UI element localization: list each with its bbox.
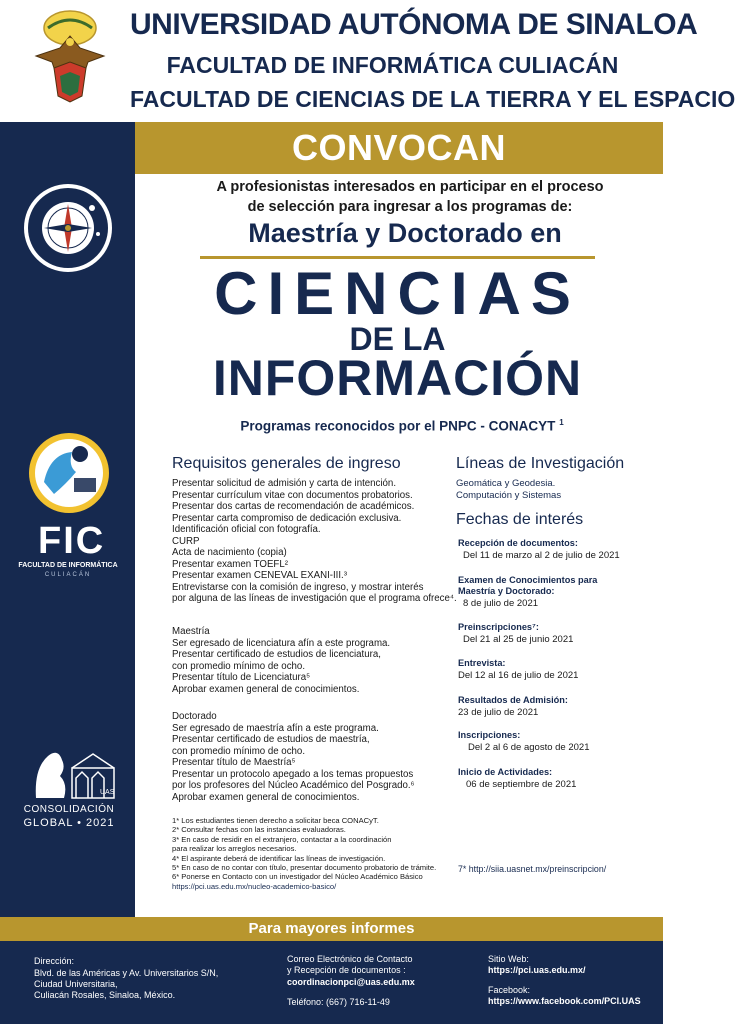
list-item: Ser egresado de licenciatura afín a este programa.: [172, 637, 391, 649]
date-label-preinscripciones: Preinscripciones⁷:: [458, 622, 539, 632]
footnote: 5* En caso de no contar con título, presentar documento probatorio de trámite.: [172, 863, 437, 873]
uas-mini-text: UAS: [100, 789, 115, 796]
list-item: Presentar certificado de estudios de licenciatura,: [172, 649, 381, 660]
date-value-inicio: 06 de septiembre de 2021: [466, 779, 577, 790]
footnote: 4* El aspirante deberá de identificar las líneas de investigación.: [172, 853, 386, 863]
telefono: Teléfono: (667) 716-11-49: [287, 997, 390, 1007]
ciencias-title: CIENCIAS: [214, 260, 581, 327]
list-item: Presentar examen CENEVAL EXANI-III.³: [172, 570, 347, 581]
date-value-resultados: 23 de julio de 2021: [458, 707, 539, 718]
list-item: Doctorado: [172, 711, 217, 722]
list-item: Presentar examen TOEFL²: [172, 558, 288, 570]
sitio-link[interactable]: https://pci.uas.edu.mx/: [488, 965, 586, 975]
list-item: Geomática y Geodesia.: [456, 478, 556, 489]
mas-informes-heading: Para mayores informes: [248, 920, 415, 937]
list-item: Presentar certificado de estudios de maestría,: [172, 734, 370, 745]
program-line: Maestría y Doctorado en: [248, 218, 562, 248]
direccion-label: Dirección:: [34, 956, 75, 966]
date-label-resultados: Resultados de Admisión:: [458, 695, 568, 705]
university-name: UNIVERSIDAD AUTÓNOMA DE SINALOA: [130, 8, 698, 41]
gold-divider: [200, 256, 595, 259]
fechas-title: Fechas de interés: [456, 511, 584, 528]
date-value-inscripciones: Del 2 al 6 de agosto de 2021: [468, 742, 590, 753]
intro-line-2: de selección para ingresar a los programas de:: [247, 199, 573, 215]
consolidacion-global-logo: [28, 738, 118, 800]
convocan-heading: CONVOCAN: [291, 127, 506, 168]
facebook-link[interactable]: https://www.facebook.com/PCI.UAS: [488, 996, 641, 1006]
footnote: 6* Ponerse en Contacto con un investigador del Núcleo Académico Básico: [172, 872, 423, 882]
requisitos-list: [172, 478, 457, 605]
date-label-inicio: Inicio de Actividades:: [458, 767, 553, 777]
list-item: Presentar currículum vitae con documentos probatorios.: [172, 489, 413, 501]
uas-eagle-logo: [30, 6, 110, 116]
correo-label: Correo Electrónico de Contacto: [287, 954, 413, 964]
list-item: Aprobar examen general de conocimientos.: [172, 791, 360, 803]
footnotes: [172, 816, 436, 891]
facultad-seal-logo: [22, 182, 114, 274]
list-item: Aprobar examen general de conocimientos.: [172, 683, 360, 695]
footnote: para realizar los arreglos necesarios.: [172, 844, 297, 854]
pnpc-note: [212, 418, 592, 434]
list-item: Presentar un protocolo apegado a los temas propuestos: [172, 768, 414, 780]
date-value-entrevista: Del 12 al 16 de julio de 2021: [458, 670, 579, 681]
consolidacion-text: CONSOLIDACIÓN: [23, 804, 115, 815]
fic-circle-logo: [28, 432, 110, 514]
list-item: Presentar título de Licenciatura⁵: [172, 672, 311, 683]
list-item: con promedio mínimo de ocho.: [172, 660, 306, 672]
facebook-label: Facebook:: [488, 985, 531, 995]
maestria-list: [172, 626, 390, 695]
requisitos-title: Requisitos generales de ingreso: [172, 455, 401, 472]
date-label-recepcion: Recepción de documentos:: [458, 538, 578, 548]
list-item: Presentar solicitud de admisión y carta de intención.: [172, 478, 397, 489]
list-item: Entrevistarse con la comisión de ingreso, y mostrar interés: [172, 581, 424, 593]
sitio-label: Sitio Web:: [488, 954, 529, 964]
date-value-examen: 8 de julio de 2021: [463, 598, 539, 609]
list-item: Presentar dos cartas de recomendación de académicos.: [172, 501, 415, 512]
de-la-title: DE LA: [349, 321, 446, 357]
faculty-ciencias-tierra: FACULTAD DE CIENCIAS DE LA TIERRA Y EL ESPACIO: [130, 86, 735, 112]
list-item: por los profesores del Núcleo Académico del Posgrado.⁶: [172, 780, 415, 791]
list-item: Acta de nacimiento (copia): [172, 547, 287, 558]
correo-link[interactable]: coordinacionpci@uas.edu.mx: [287, 977, 415, 987]
date-label-inscripciones: Inscripciones:: [458, 730, 521, 740]
fic-city: CULIACÁN: [44, 572, 92, 578]
date-label-examen-2: Maestría y Doctorado:: [458, 586, 555, 596]
correo-label-2: y Recepción de documentos :: [287, 965, 406, 975]
global-2021-text: GLOBAL • 2021: [23, 817, 115, 829]
date-value-preinscripciones: Del 21 al 25 de junio 2021: [463, 634, 574, 645]
list-item: Presentar carta compromiso de dedicación exclusiva.: [172, 512, 402, 524]
direccion-line: Blvd. de las Américas y Av. Universitarios S/N,: [34, 968, 219, 978]
lineas-list: [456, 478, 561, 501]
list-item: con promedio mínimo de ocho.: [172, 745, 306, 757]
footnote: 1* Los estudiantes tienen derecho a solicitar beca CONACyT.: [172, 816, 379, 825]
footnote: 3* En caso de residir en el extranjero, contactar a la coordinación: [172, 834, 392, 844]
list-item: Maestría: [172, 626, 210, 637]
pnpc-text: Programas reconocidos por el PNPC - CONACYT: [240, 418, 556, 434]
date-label-entrevista: Entrevista:: [458, 658, 506, 668]
doctorado-list: [172, 711, 415, 803]
list-item: Ser egresado de maestría afín a este programa.: [172, 722, 379, 734]
date-value-recepcion: Del 11 de marzo al 2 de julio de 2021: [463, 550, 620, 561]
fic-logo-text: FIC: [38, 520, 106, 562]
nucleo-link[interactable]: https://pci.uas.edu.mx/nucleo-academico-basico/: [172, 881, 337, 891]
lineas-title: Líneas de Investigación: [456, 455, 625, 472]
list-item: Computación y Sistemas: [456, 489, 562, 501]
fic-subtitle: FACULTAD DE INFORMÁTICA: [18, 562, 118, 569]
list-item: por alguna de las líneas de investigación que el programa ofrece⁴.: [172, 593, 457, 604]
list-item: CURP: [172, 535, 200, 547]
faculty-informatica: FACULTAD DE INFORMÁTICA CULIACÁN: [166, 52, 619, 78]
informacion-title: INFORMACIÓN: [212, 350, 583, 406]
footnote: 2* Consultar fechas con las instancias evaluadoras.: [172, 825, 346, 835]
date-label-examen: Examen de Conocimientos para: [458, 575, 598, 585]
list-item: Identificación oficial con fotografía.: [172, 524, 321, 535]
list-item: Presentar título de Maestría⁵: [172, 757, 296, 768]
pnpc-superscript: 1: [559, 418, 564, 427]
intro-line-1: A profesionistas interesados en participar en el proceso: [216, 179, 604, 195]
direccion-line: Ciudad Universitaria,: [34, 979, 118, 989]
direccion-line: Culiacán Rosales, Sinaloa, México.: [34, 990, 176, 1000]
preinscripcion-link[interactable]: 7* http://siia.uasnet.mx/preinscripcion/: [458, 864, 607, 874]
